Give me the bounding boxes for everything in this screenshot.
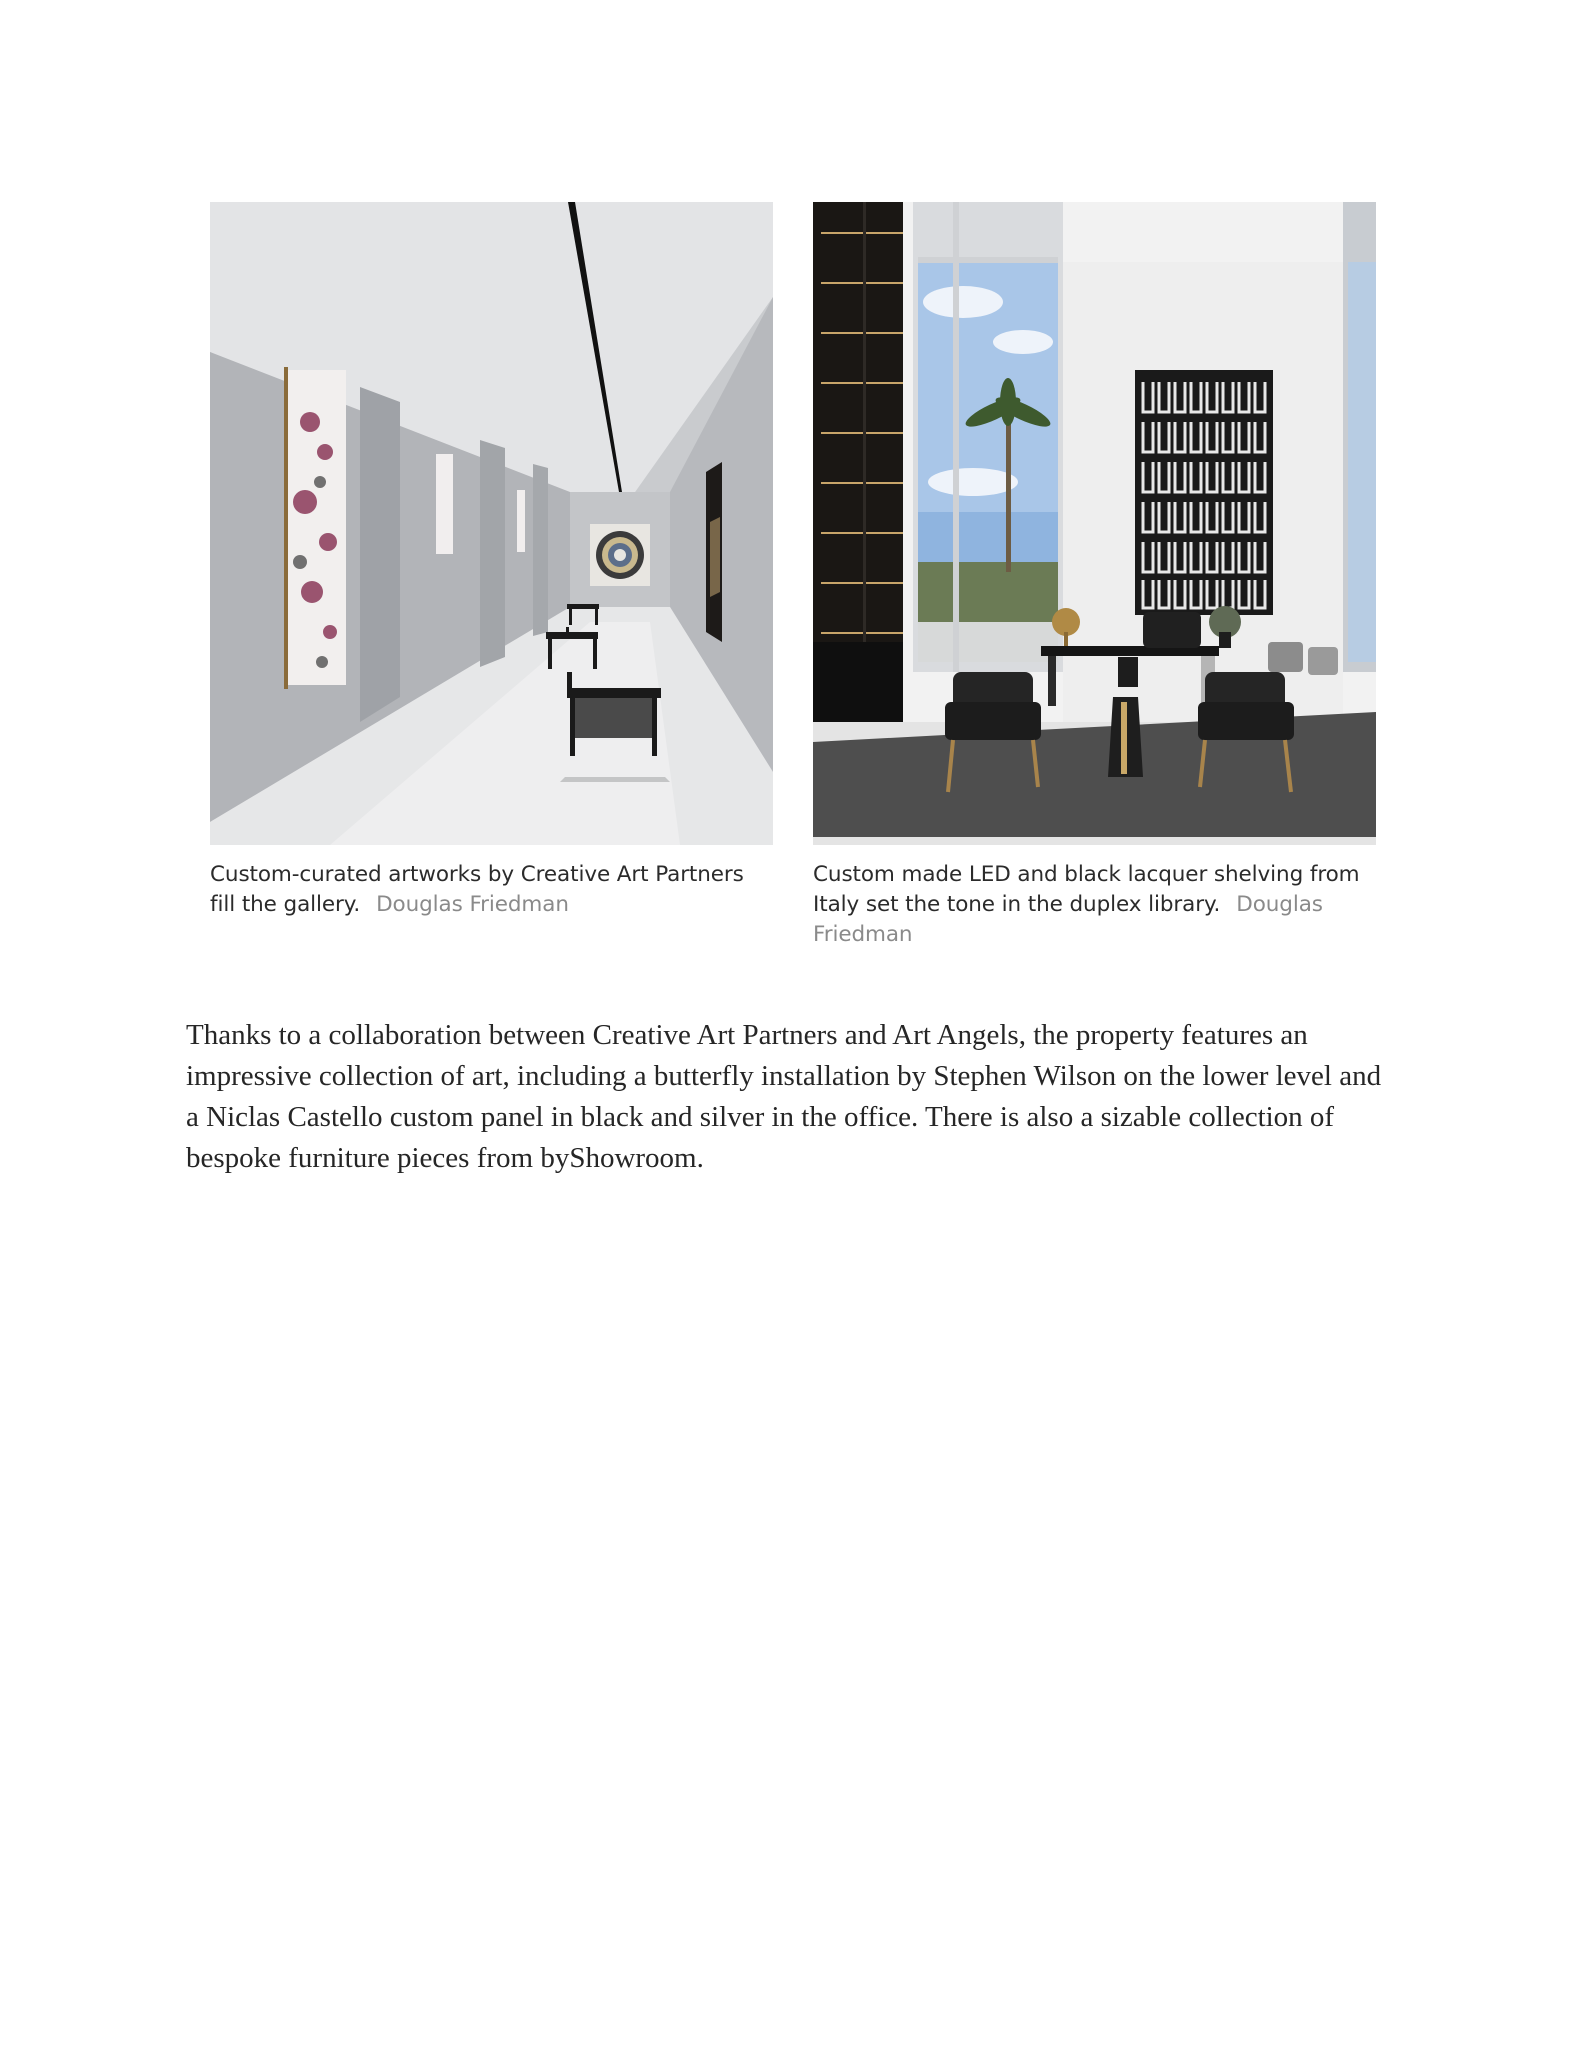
- library-office-photo: [813, 202, 1376, 845]
- photo-credit: Douglas Friedman: [376, 892, 569, 917]
- figure-library: [813, 202, 1376, 950]
- figure-caption: [813, 860, 1376, 950]
- caption-text: Custom made LED and black lacquer shelving from Italy set the tone in the duplex library.: [813, 862, 1360, 917]
- caption-text: Custom-curated artworks by Creative Art Partners fill the gallery.: [210, 862, 744, 917]
- body-paragraph: Thanks to a collaboration between Creative Art Partners and Art Angels, the property features an impressive collection of art, including a butterfly installation by Stephen Wilson on the lower level and a Niclas Castello custom panel in black and silver in the office. There is also a sizable collection of bespoke furniture pieces from byShowroom.: [186, 1019, 1382, 1174]
- figure-caption: [210, 860, 773, 920]
- photo-credit: Douglas Friedman: [813, 892, 1323, 947]
- figure-gallery: [210, 202, 773, 920]
- gallery-hallway-photo: [210, 202, 773, 845]
